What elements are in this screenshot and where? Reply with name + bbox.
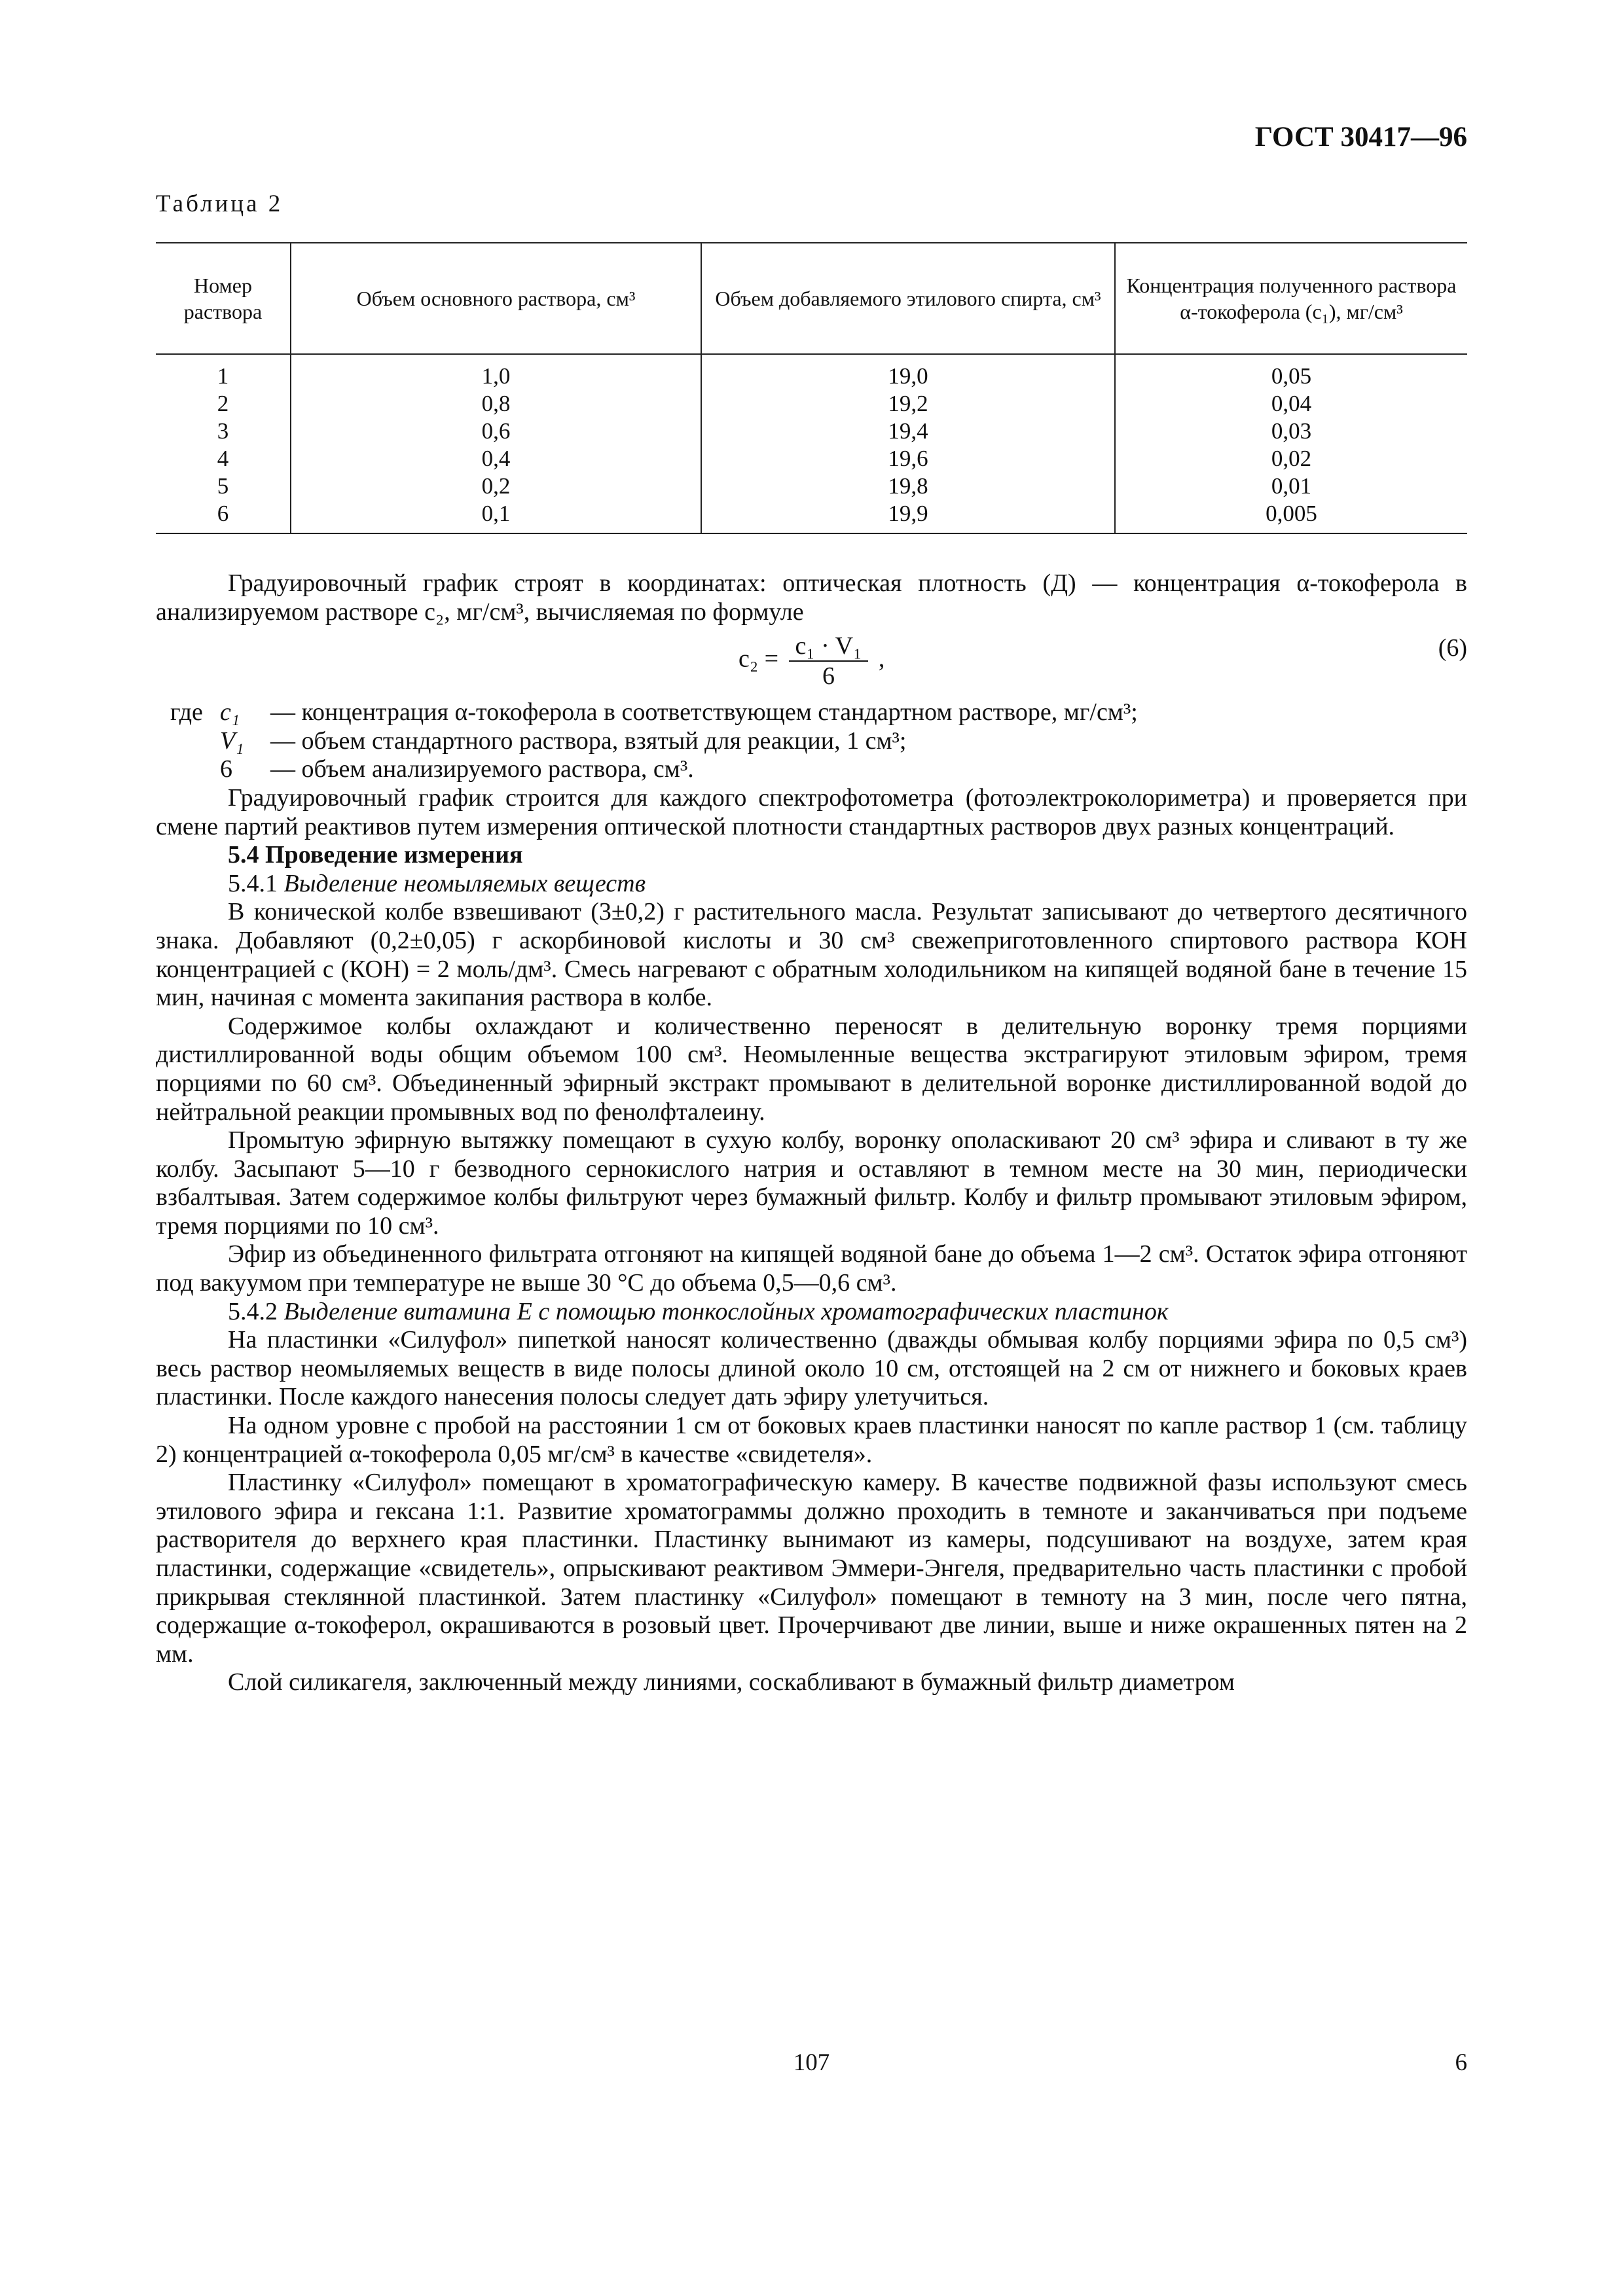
cell-ethanol-volume: 19,8: [701, 473, 1115, 500]
table-header-row: [156, 243, 1467, 354]
table-row: [156, 445, 1467, 473]
cell-number: 1: [217, 363, 229, 389]
legend-text: — объем стандартного раствора, взятый для реакции, 1 см³;: [270, 726, 907, 755]
subsection-heading-5-4-2: [156, 1298, 1467, 1327]
cell-concentration: 0,05: [1115, 354, 1467, 390]
cell-ethanol-volume: 19,0: [701, 354, 1115, 390]
paragraph-drying: Промытую эфирную вытяжку помещают в сухую колбу, воронку ополаскивают 20 см³ эфира и сливают в ту же колбу. Засыпают 5—10 г безводного сернокислого натрия и оставляют в темном месте на 30 мин, периодически взбалтывая. Затем содержимое колбы фильтруют через бумажный фильтр. Колбу и фильтр промывают этиловым эфиром, тремя порциями по 10 см³.: [156, 1126, 1467, 1240]
formula-number: (6): [1438, 634, 1467, 662]
cell-concentration: 0,04: [1115, 390, 1467, 418]
document-page: [156, 0, 1467, 2296]
cell-base-volume: 0,4: [291, 445, 701, 473]
subsection-number: 5.4.2: [228, 1297, 278, 1325]
formula-numerator: c₁ · V₁: [789, 632, 869, 662]
table-row: [156, 473, 1467, 500]
document-code: ГОСТ 30417—96: [1254, 122, 1467, 152]
legend-row: [156, 727, 1467, 756]
cell-base-volume: 0,2: [291, 473, 701, 500]
cell-ethanol-volume: 19,6: [701, 445, 1115, 473]
table-caption: Таблица 2: [156, 190, 283, 217]
data-table: [156, 242, 1467, 534]
formula-tail: ,: [878, 645, 885, 673]
legend-lead: где: [170, 698, 203, 726]
formula-lhs: c₂ =: [739, 645, 779, 673]
cell-base-volume: 0,6: [291, 418, 701, 445]
subsection-title: Выделение витамина Е с помощью тонкослойных хроматографических пластинок: [283, 1297, 1169, 1325]
cell-concentration: 0,02: [1115, 445, 1467, 473]
cell-concentration: 0,01: [1115, 473, 1467, 500]
paragraph-extraction: Содержимое колбы охлаждают и количественно переносят в делительную воронку тремя порциями дистиллированной воды общим объемом 100 см³. Неомыленные вещества экстрагируют этиловым эфиром, тремя порциями по 60 см³. Объединенный эфирный экстракт промывают в делительной воронке дистиллированной водой до нейтральной реакции промывных вод по фенолфталеину.: [156, 1012, 1467, 1126]
cell-base-volume: 1,0: [291, 354, 701, 390]
legend-text: — концентрация α-токоферола в соответствующем стандартном растворе, мг/см³;: [270, 698, 1138, 726]
cell-number: 4: [217, 446, 229, 471]
table-row: [156, 418, 1467, 445]
section-heading-5-4: 5.4 Проведение измерения: [228, 841, 523, 869]
paragraph-saponification: В конической колбе взвешивают (3±0,2) г растительного масла. Результат записывают до четвертого десятичного знака. Добавляют (0,2±0,05) г аскорбиновой кислоты и 30 см³ свежеприготовленного спиртового раствора КОН концентрацией c (КОН) = 2 моль/дм³. Смесь нагревают с обратным холодильником на кипящей водяной бане в течение 15 мин, начиная с момента закипания раствора в колбе.: [156, 898, 1467, 1012]
formula-expression: [739, 632, 884, 691]
formula-legend: [156, 698, 1467, 784]
cell-concentration: 0,03: [1115, 418, 1467, 445]
paragraph-calibration: Градуировочный график строят в координатах: оптическая плотность (Д) — концентрация α-токоферола в анализируемом растворе c₂, мг/см³, вычисляемая по формуле: [156, 569, 1467, 626]
formula-6: [156, 626, 1467, 698]
legend-row: [156, 698, 1467, 727]
paragraph-calibration-check: Градуировочный график строится для каждого спектрофотометра (фотоэлектроколориметра) и проверяется при смене партий реактивов путем измерения оптической плотности стандартных растворов двух разных концентраций.: [156, 783, 1467, 840]
page-number: 107: [793, 2049, 830, 2076]
legend-symbol: 6: [220, 755, 232, 783]
cell-base-volume: 0,8: [291, 390, 701, 418]
col-header-base-volume: Объем основного раствора, см³: [291, 243, 701, 354]
legend-symbol: V₁: [220, 726, 244, 755]
col-header-ethanol-volume: Объем добавляемого этилового спирта, см³: [701, 243, 1115, 354]
cell-ethanol-volume: 19,4: [701, 418, 1115, 445]
cell-ethanol-volume: 19,2: [701, 390, 1115, 418]
cell-number: 6: [217, 501, 229, 526]
formula-fraction: [789, 632, 869, 691]
cell-ethanol-volume: 19,9: [701, 500, 1115, 533]
cell-concentration: 0,005: [1115, 500, 1467, 533]
col-header-concentration: Концентрация полученного раствора α-токоферола (c₁), мг/см³: [1115, 243, 1467, 354]
cell-number: 3: [217, 418, 229, 444]
table-row: [156, 390, 1467, 418]
paragraph-application: На пластинки «Силуфол» пипеткой наносят количественно (дважды обмывая колбу порциями эфира по 0,5 см³) весь раствор неомыляемых веществ в виде полосы длиной около 10 см, отстоящей на 2 см от нижнего и боковых краев пластинки. После каждого нанесения полосы следует дать эфиру улетучиться.: [156, 1326, 1467, 1411]
sheet-number: 6: [1455, 2049, 1467, 2076]
paragraph-witness: На одном уровне с пробой на расстоянии 1 см от боковых краев пластинки наносят по капле раствор 1 (см. таблицу 2) концентрацией α-токоферола 0,05 мг/см³ в качестве «свидетеля».: [156, 1412, 1467, 1468]
paragraph-chromatography: Пластинку «Силуфол» помещают в хроматографическую камеру. В качестве подвижной фазы используют смесь этилового эфира и гексана 1:1. Развитие хроматограммы должно проходить в темноте и заканчиваться при подъеме растворителя до верхнего края пластинки. Пластинку вынимают из камеры, подсушивают на воздухе, затем края пластинки, содержащие «свидетель», опрыскивают реактивом Эммери-Энгеля, предварительно часть пластинки с пробой прикрывая стеклянной пластинкой. Затем пластинку «Силуфол» помещают в темноту на 3 мин, после чего пятна, содержащие α-токоферол, окрашиваются в розовый цвет. Прочерчивают две линии, выше и ниже окрашенных пятен на 2 мм.: [156, 1469, 1467, 1668]
legend-row: [156, 755, 1467, 784]
table-row: [156, 500, 1467, 533]
legend-symbol: c₁: [220, 698, 240, 726]
subsection-number: 5.4.1: [228, 869, 278, 897]
paragraph-silica: Слой силикагеля, заключенный между линиями, соскабливают в бумажный фильтр диаметром: [228, 1668, 1235, 1696]
cell-base-volume: 0,1: [291, 500, 701, 533]
subsection-title: Выделение неомыляемых веществ: [283, 869, 646, 897]
body-text: [156, 569, 1467, 1697]
cell-number: 2: [217, 391, 229, 416]
formula-denominator: 6: [822, 662, 835, 691]
cell-number: 5: [217, 473, 229, 499]
legend-text: — объем анализируемого раствора, см³.: [270, 755, 694, 783]
paragraph-distillation: Эфир из объединенного фильтрата отгоняют на кипящей водяной бане до объема 1—2 см³. Остаток эфира отгоняют под вакуумом при температуре не выше 30 °С до объема 0,5—0,6 см³.: [156, 1240, 1467, 1297]
col-header-number: Номер раствора: [156, 243, 291, 354]
table-row: [156, 354, 1467, 390]
subsection-heading-5-4-1: [156, 870, 1467, 899]
